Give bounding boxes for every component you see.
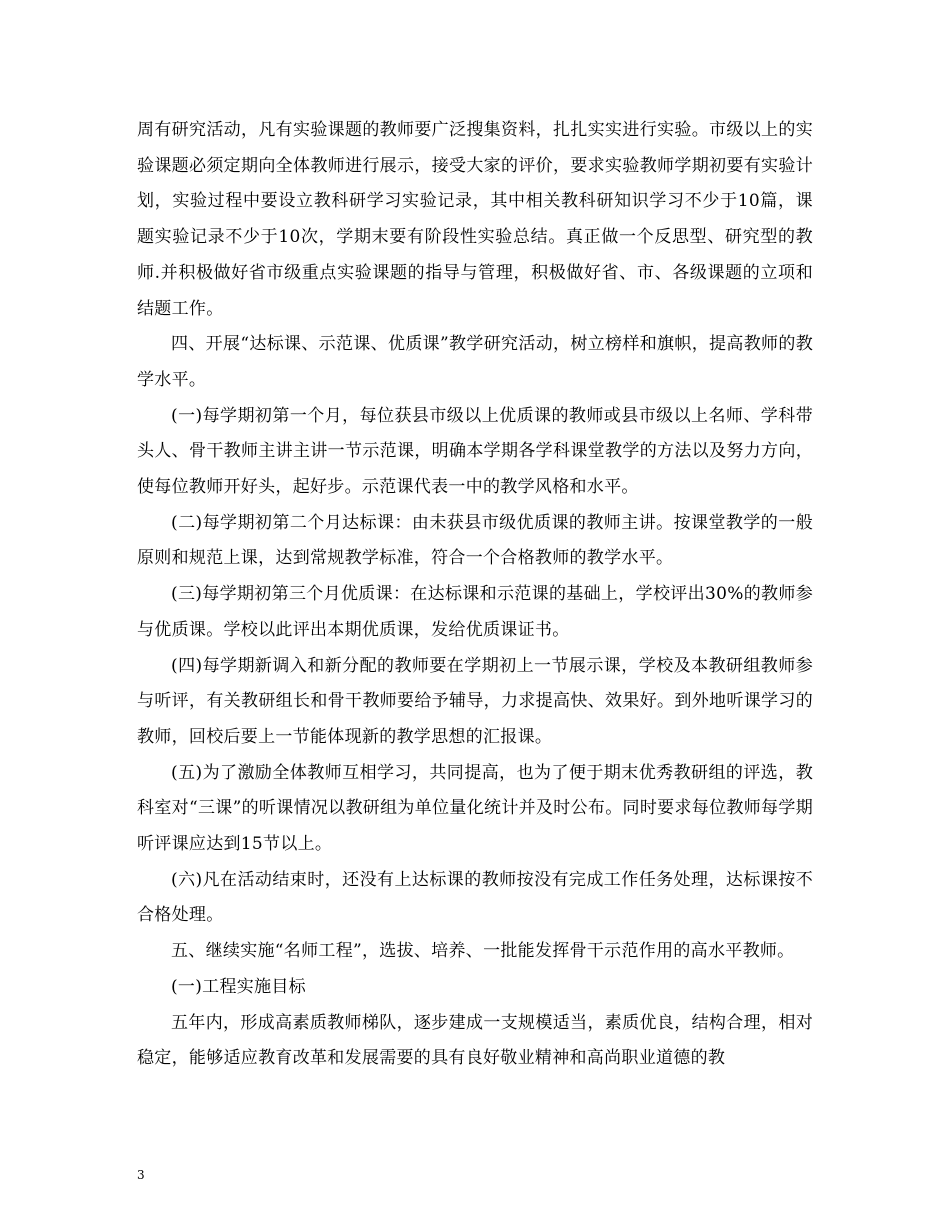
paragraph: (二)每学期初第二个月达标课：由未获县市级优质课的教师主讲。按课堂教学的一般原则和规范上课，达到常规教学标准，符合一个合格教师的教学水平。: [137, 512, 813, 569]
paragraph: 五、继续实施“名师工程”，选拔、培养、一批能发挥骨干示范作用的高水平教师。: [171, 941, 795, 962]
paragraph: 周有研究活动，凡有实验课题的教师要广泛搜集资料，扎扎实实进行实验。市级以上的实验课题必须定期向全体教师进行展示，接受大家的评价，要求实验教师学期初要有实验计划，实验过程中要设立教科研学习实验记录，其中相关教科研知识学习不少于10篇，课题实验记录不少于10次，学期末要有阶段性实验总结。真正做一个反思型、研究型的教师.并积极做好省市级重点实验课题的指导与管理，积极做好省、市、各级课题的立项和结题工作。: [137, 120, 813, 319]
paragraph: (一)工程实施目标: [171, 976, 306, 997]
paragraph: (一)每学期初第一个月，每位获县市级以上优质课的教师或县市级以上名师、学科带头人、骨干教师主讲主讲一节示范课，明确本学期各学科课堂教学的方法以及努力方向，使每位教师开好头，起好步。示范课代表一中的教学风格和水平。: [137, 405, 813, 498]
paragraph: (五)为了激励全体教师互相学习，共同提高，也为了便于期末优秀教研组的评选，教科室对“三课”的听课情况以教研组为单位量化统计并及时公布。同时要求每位教师每学期听评课应达到15节以上。: [137, 762, 813, 855]
page-number: 3: [137, 1168, 145, 1182]
paragraph: (六)凡在活动结束时，还没有上达标课的教师按没有完成工作任务处理，达标课按不合格处理。: [137, 869, 813, 926]
paragraph: (四)每学期新调入和新分配的教师要在学期初上一节展示课，学校及本教研组教师参与听评，有关教研组长和骨干教师要给予辅导，力求提高快、效果好。到外地听课学习的教师，回校后要上一节能体现新的教学思想的汇报课。: [137, 655, 813, 747]
paragraph: 四、开展“达标课、示范课、优质课”教学研究活动，树立榜样和旗帜，提高教师的教学水平。: [137, 334, 813, 390]
document-body: [137, 113, 813, 1077]
paragraph: (三)每学期初第三个月优质课：在达标课和示范课的基础上，学校评出30%的教师参与优质课。学校以此评出本期优质课，发给优质课证书。: [137, 584, 813, 640]
paragraph: 五年内，形成高素质教师梯队，逐步建成一支规模适当，素质优良，结构合理，相对稳定，能够适应教育改革和发展需要的具有良好敬业精神和高尚职业道德的教: [137, 1012, 813, 1069]
